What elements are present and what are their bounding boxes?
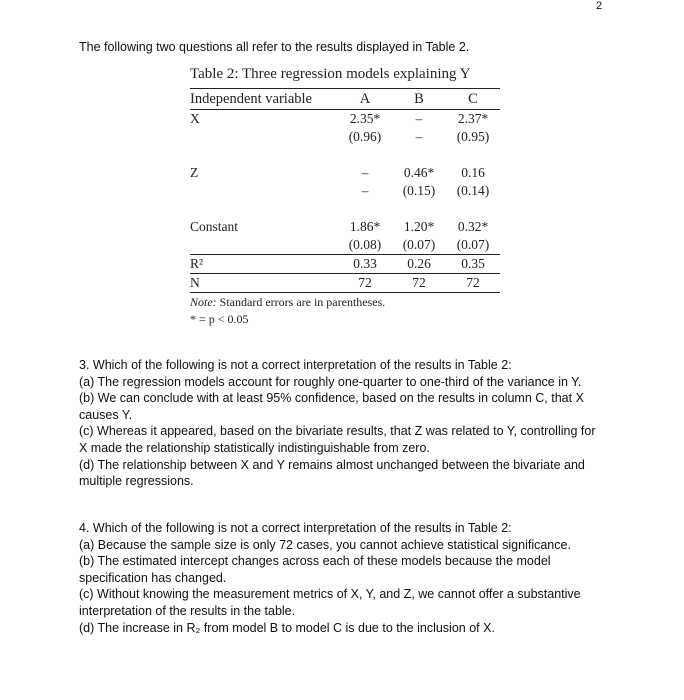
table-row-n	[190, 274, 500, 293]
table-row-x-se	[190, 128, 500, 146]
table-spacer	[190, 146, 500, 164]
note-label: Note:	[190, 295, 217, 309]
table-row-constant	[190, 218, 500, 236]
row-label: N	[190, 274, 338, 293]
table-row-constant-se	[190, 236, 500, 255]
page-number: 2	[596, 0, 603, 12]
row-label	[190, 182, 338, 200]
cell-b: 0.26	[392, 255, 446, 274]
cell-c: (0.95)	[456, 129, 490, 144]
results-table	[190, 88, 500, 293]
row-label: Z	[190, 165, 199, 180]
question-3-option-a: (a) The regression models account for roughly one-quarter to one-third of the variance in Y.	[79, 374, 582, 389]
cell-b: 72	[392, 274, 446, 293]
question-4-option-a: (a) Because the sample size is only 72 cases, you cannot achieve statistical significance.	[79, 537, 571, 552]
question-3-stem: 3. Which of the following is not a correct interpretation of the results in Table 2:	[79, 358, 512, 372]
question-4-stem: 4. Which of the following is not a correct interpretation of the results in Table 2:	[79, 521, 512, 535]
table-row-x	[190, 110, 500, 129]
cell-c: (0.14)	[456, 183, 490, 198]
significance-note: * = p < 0.05	[190, 312, 249, 326]
table-caption: Table 2: Three regression models explaining Y	[190, 66, 471, 82]
table-header-row	[190, 89, 500, 110]
question-4-option-d: (d) The increase in R₂ from model B to model C is due to the inclusion of X.	[79, 620, 495, 635]
table-note	[190, 295, 500, 310]
cell-b: (0.07)	[402, 237, 436, 252]
cell-a: 0.33	[338, 255, 392, 274]
cell-b: 1.20*	[403, 219, 435, 234]
table-row-z-se	[190, 182, 500, 200]
header-model-c: C	[446, 89, 500, 110]
cell-b: –	[415, 129, 423, 144]
header-independent-variable: Independent variable	[190, 89, 338, 110]
cell-b: 0.46*	[403, 165, 435, 180]
cell-c: 0.16	[461, 165, 485, 180]
cell-a: –	[361, 165, 369, 180]
question-3-option-b: (b) We can conclude with at least 95% confidence, based on the results in column C, that X causes Y.	[79, 391, 584, 422]
question-3-option-c: (c) Whereas it appeared, based on the bivariate results, that Z was related to Y, controlling for X made the relationship statistically indistinguishable from zero.	[79, 424, 596, 455]
intro-text: The following two questions all refer to the results displayed in Table 2.	[79, 40, 470, 54]
cell-c: 0.35	[446, 255, 500, 274]
cell-c: (0.07)	[456, 237, 490, 252]
table-row-r-squared	[190, 255, 500, 274]
table-row-z	[190, 164, 500, 182]
cell-b: (0.15)	[402, 183, 436, 198]
cell-c: 72	[446, 274, 500, 293]
table-spacer	[190, 200, 500, 218]
cell-c: 0.32*	[457, 219, 489, 234]
cell-a: –	[361, 183, 369, 198]
question-4-option-b: (b) The estimated intercept changes across each of these models because the model specification has changed.	[79, 554, 551, 585]
cell-a: 1.86*	[349, 219, 381, 234]
question-4-option-c: (c) Without knowing the measurement metrics of X, Y, and Z, we cannot offer a substantive interpretation of the results in the table.	[79, 587, 581, 618]
cell-b: –	[415, 111, 423, 126]
note-text: Standard errors are in parentheses.	[219, 295, 386, 309]
row-label: X	[190, 111, 200, 126]
regression-table	[190, 64, 500, 327]
question-4	[79, 520, 599, 636]
cell-c: 2.37*	[457, 111, 489, 126]
cell-a: 2.35*	[349, 111, 381, 126]
row-label	[190, 236, 338, 255]
row-label	[190, 128, 338, 146]
cell-a: (0.96)	[348, 129, 382, 144]
question-3-option-d: (d) The relationship between X and Y remains almost unchanged between the bivariate and multiple regressions.	[79, 457, 585, 489]
question-3	[79, 357, 599, 490]
cell-a: (0.08)	[348, 237, 382, 252]
row-label: Constant	[190, 219, 239, 234]
cell-a: 72	[338, 274, 392, 293]
header-model-a: A	[338, 89, 392, 110]
header-model-b: B	[392, 89, 446, 110]
row-label: R²	[190, 255, 338, 274]
